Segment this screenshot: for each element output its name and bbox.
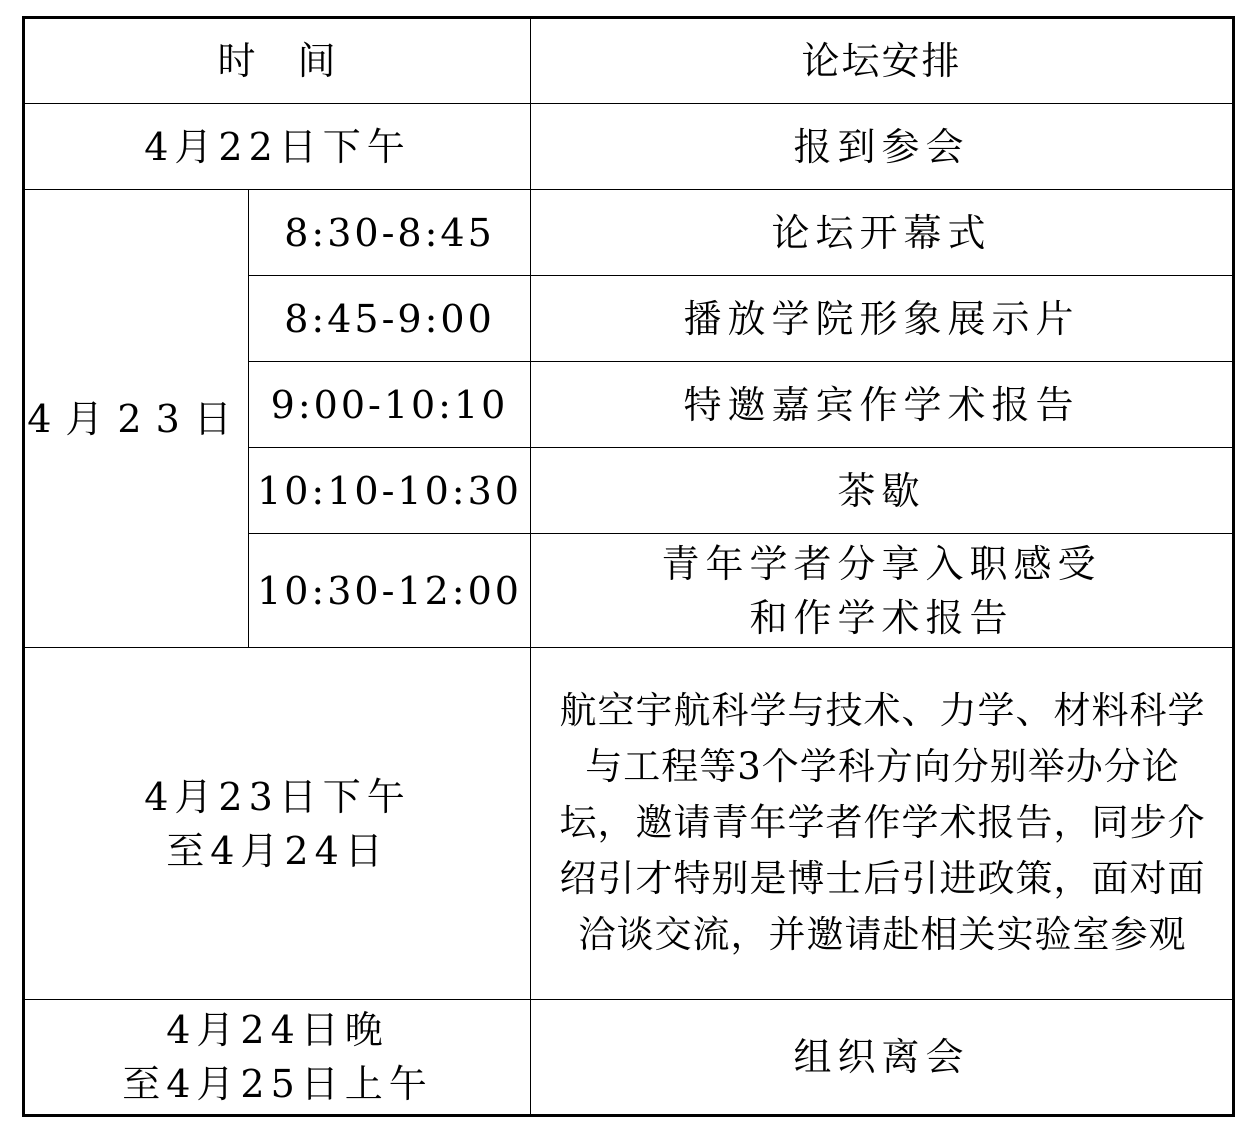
session-plan: 播放学院形象展示片 bbox=[531, 276, 1234, 362]
table-header-row bbox=[24, 18, 1234, 104]
header-time: 时 间 bbox=[24, 18, 531, 104]
table-row bbox=[24, 190, 1234, 276]
day-23-date: 4月23日 bbox=[24, 190, 249, 648]
session-time: 8:45-9:00 bbox=[249, 276, 531, 362]
date-line-1: 4月24日晚 bbox=[166, 1008, 389, 1052]
table-row bbox=[24, 104, 1234, 190]
forum-schedule-table bbox=[22, 16, 1235, 1117]
date-line-2: 至4月25日上午 bbox=[122, 1062, 433, 1106]
table-row bbox=[24, 1000, 1234, 1116]
forum-description: 航空宇航科学与技术、力学、材料科学与工程等3个学科方向分别举办分论坛，邀请青年学者作学术报告，同步介绍引才特别是博士后引进政策，面对面洽谈交流，并邀请赴相关实验室参观 bbox=[531, 648, 1234, 1000]
session-plan-line-2: 和作学术报告 bbox=[749, 595, 1014, 640]
row-plan: 组织离会 bbox=[531, 1000, 1234, 1116]
row-date bbox=[24, 648, 531, 1000]
date-line-1: 4月23日下午 bbox=[144, 774, 411, 819]
session-plan: 特邀嘉宾作学术报告 bbox=[531, 362, 1234, 448]
session-time: 10:10-10:30 bbox=[249, 448, 531, 534]
row-date: 4月22日下午 bbox=[24, 104, 531, 190]
session-time: 9:00-10:10 bbox=[249, 362, 531, 448]
table-row bbox=[24, 648, 1234, 1000]
date-line-2: 至4月24日 bbox=[166, 828, 389, 873]
header-plan: 论坛安排 bbox=[531, 18, 1234, 104]
session-plan: 论坛开幕式 bbox=[531, 190, 1234, 276]
session-plan bbox=[531, 534, 1234, 648]
session-plan: 茶歇 bbox=[531, 448, 1234, 534]
session-time: 10:30-12:00 bbox=[249, 534, 531, 648]
session-time: 8:30-8:45 bbox=[249, 190, 531, 276]
session-plan-line-1: 青年学者分享入职感受 bbox=[661, 541, 1102, 586]
row-plan: 报到参会 bbox=[531, 104, 1234, 190]
row-date bbox=[24, 1000, 531, 1116]
